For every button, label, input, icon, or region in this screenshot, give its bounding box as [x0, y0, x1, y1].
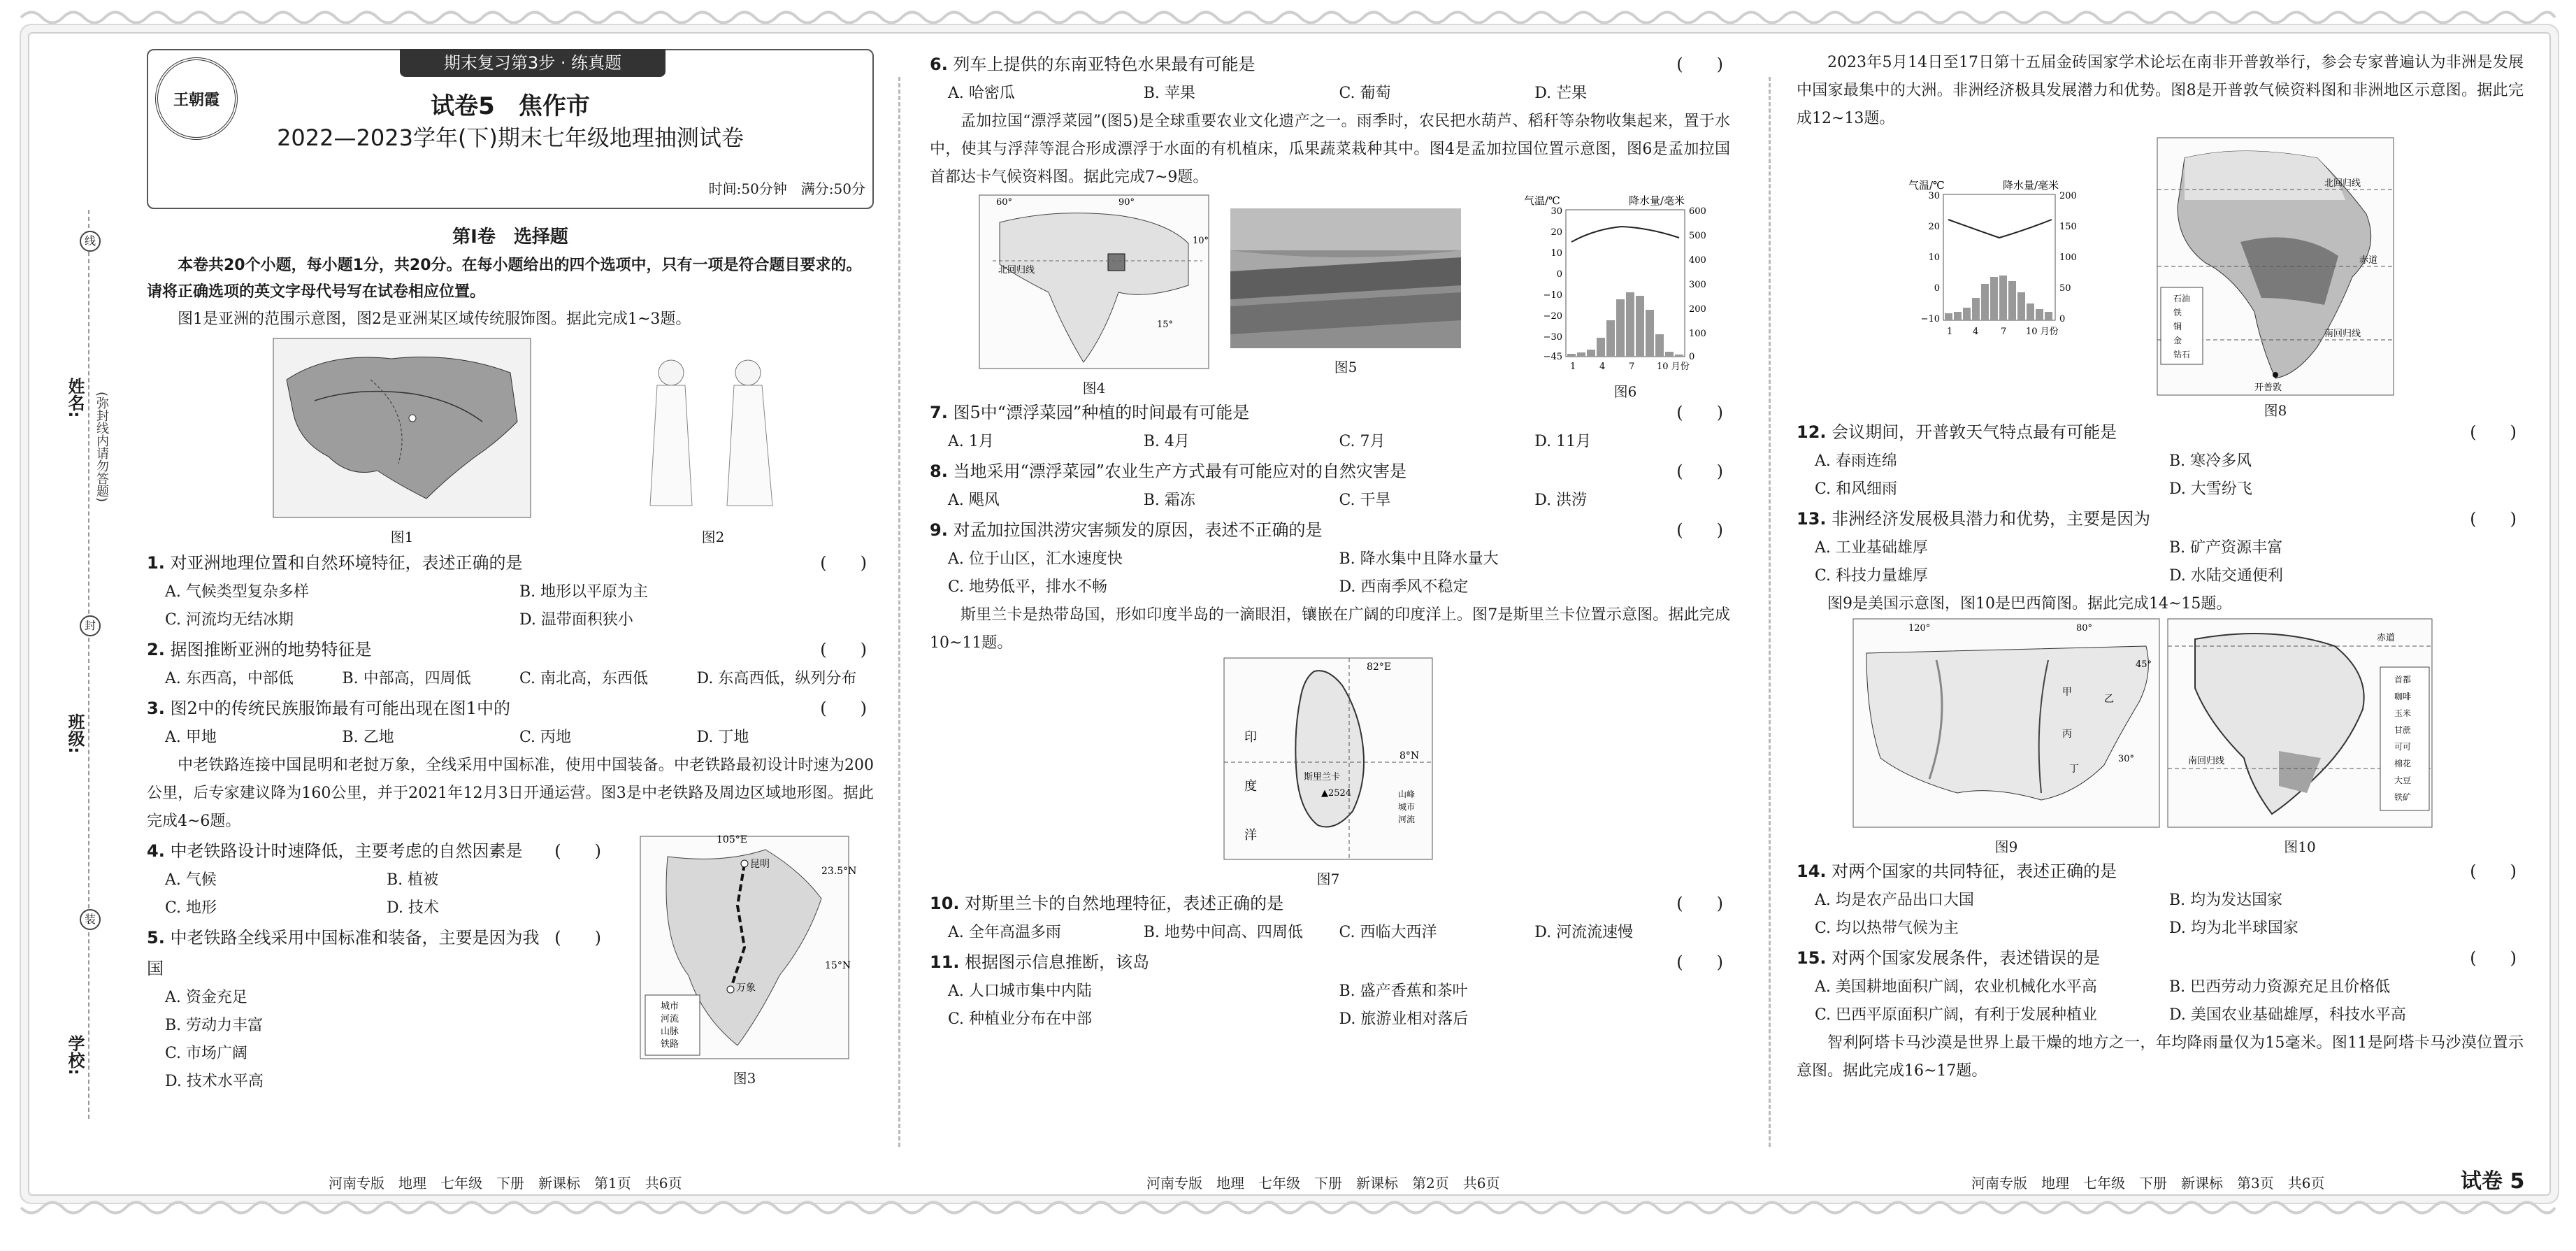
fig3-legend-city: 城市 [661, 1001, 679, 1012]
school-label: 学校: [65, 1035, 85, 1075]
figure-7-wrap [930, 657, 1730, 888]
option[interactable]: D. 均为北半球国家 [2169, 920, 2298, 937]
question-number: 10. [930, 894, 960, 913]
intro-12-13: 2023年5月14日至17日第十五届金砖国家学术论坛在南非开普敦举行，参会专家普遍认为非洲是发展中国家最集中的大洲。非洲经济极具发展潜力和优势。图8是开普敦气候资料图和非洲地区示意图。据此完成12~13题。 [1797, 54, 2524, 127]
figure-4 [979, 194, 1209, 397]
fig7-lon: 82°E [1367, 662, 1392, 673]
decorative-wave-top [21, 7, 2555, 28]
fig8-legend: 金 [2173, 336, 2182, 345]
option[interactable]: A. 工业基础雄厚 [1815, 539, 1928, 557]
figure-5 [1230, 208, 1461, 376]
answer-blank[interactable]: ( ) [2470, 948, 2517, 968]
fig8-bars [1945, 276, 2052, 320]
fig7-legend-peak: 山峰 [1398, 789, 1416, 799]
answer-blank[interactable]: ( ) [554, 928, 601, 948]
china-laos-railway-map [640, 834, 857, 1059]
fig3-legend-river: 河流 [661, 1014, 679, 1024]
floating-garden-photo [1230, 208, 1461, 348]
option[interactable]: B. 植被 [387, 871, 439, 889]
page-footer-2: 河南专版 地理 七年级 下册 新课标 第2页 共6页 [1146, 1175, 1500, 1192]
question-number: 12. [1797, 422, 1827, 442]
options-2 [147, 665, 874, 693]
question-text: 非洲经济发展极具潜力和优势，主要是因为 [1832, 509, 2151, 529]
option[interactable]: D. 大雪纷飞 [2169, 480, 2252, 498]
question-text: 对孟加拉国洪涝灾害频发的原因，表述不正确的是 [953, 520, 1323, 540]
options-9 [930, 545, 1730, 601]
question-2 [147, 634, 874, 665]
fig10-legend: 铁矿 [2394, 792, 2412, 802]
question-number: 11. [930, 952, 960, 972]
question-13 [1797, 503, 2524, 534]
option[interactable]: C. 和风细雨 [1815, 480, 1898, 498]
exam-subtitle: 2022—2023学年(下)期末七年级地理抽测试卷 [277, 124, 744, 151]
option[interactable]: B. 中部高，四周低 [342, 670, 471, 687]
fig7-ocean-1: 印 [1244, 730, 1257, 745]
figure-3 [640, 834, 857, 1087]
usa-map [1852, 618, 2160, 828]
figures-9-10 [1797, 618, 2524, 856]
figure-2 [629, 359, 797, 546]
option[interactable]: A. 全年高温多雨 [948, 924, 1061, 941]
question-8 [930, 456, 1730, 487]
figures-4-6 [930, 194, 1730, 400]
fig8-legend: 铁 [2173, 308, 2182, 317]
column-divider [1769, 77, 1771, 1147]
fig8-lt: 20 [1928, 222, 1940, 232]
option[interactable]: B. 乙地 [342, 729, 394, 746]
figure-7 [1223, 657, 1433, 888]
options-13 [1797, 534, 2524, 590]
option[interactable]: A. 资金充足 [165, 989, 247, 1006]
fig6-left-title: 气温/℃ [1524, 194, 1560, 207]
fig4-lat1: 10° [1193, 236, 1209, 246]
option[interactable]: A. 东西高，中部低 [165, 670, 294, 687]
answer-blank[interactable]: ( ) [1676, 55, 1723, 74]
fig8-equator: 赤道 [2359, 255, 2378, 266]
fig3-lat2-label: 15°N [825, 960, 851, 971]
fig8-rt: 50 [2059, 283, 2071, 294]
question-number: 2. [147, 640, 165, 659]
question-text: 图5中“漂浮菜园”种植的时间最有可能是 [953, 403, 1250, 422]
question-text: 当地采用“漂浮菜园”农业生产方式最有可能应对的自然灾害是 [953, 462, 1407, 481]
option[interactable]: C. 南北高，东西低 [519, 670, 649, 687]
option[interactable]: D. 水陆交通便利 [2169, 567, 2283, 585]
answer-blank[interactable]: ( ) [820, 553, 867, 573]
fig6-rt: 500 [1689, 231, 1706, 241]
question-text: 列车上提供的东南亚特色水果最有可能是 [953, 55, 1255, 74]
fig7-country: 斯里兰卡 [1304, 772, 1341, 782]
question-1 [147, 548, 874, 578]
figure-1 [273, 338, 531, 546]
question-text: 对两个国家发展条件，表述错误的是 [1832, 948, 2101, 968]
fig3-city-vientiane: 万象 [736, 982, 756, 994]
seal-mark-seal: 封 [80, 615, 101, 636]
fig8-xt: 7 [2001, 327, 2007, 337]
option[interactable]: D. 技术水平高 [165, 1073, 264, 1090]
option[interactable]: C. 干旱 [1339, 492, 1391, 509]
answer-blank[interactable]: ( ) [554, 841, 601, 861]
fig3-lon-label: 105°E [717, 834, 747, 845]
option[interactable]: A. 均是农产品出口大国 [1815, 892, 1974, 909]
class-label: 班级: [65, 713, 85, 754]
option[interactable]: B. 苹果 [1143, 85, 1195, 102]
question-number: 4. [147, 841, 165, 861]
fig6-xt: 4 [1599, 362, 1606, 372]
question-number: 6. [930, 55, 948, 74]
fig6-rt: 400 [1689, 255, 1706, 266]
option[interactable]: C. 种植业分布在中部 [948, 1010, 1093, 1028]
question-7 [930, 397, 1730, 428]
figure-9 [1852, 618, 2160, 856]
option[interactable]: A. 飓风 [948, 492, 1000, 509]
options-6 [930, 80, 1730, 108]
decorative-wave-bottom [21, 1197, 2555, 1218]
figure-10-caption: 图10 [2284, 838, 2316, 855]
fig8-rt: 0 [2059, 314, 2066, 324]
figures-1-2 [147, 338, 874, 548]
fig10-legend: 咖啡 [2394, 692, 2412, 701]
figure-10 [2167, 618, 2433, 856]
options-3 [147, 724, 874, 752]
question-text: 会议期间，开普敦天气特点最有可能是 [1832, 422, 2117, 442]
question-number: 7. [930, 403, 948, 422]
option[interactable]: C. 市场广阔 [165, 1045, 248, 1062]
fig9-lon1: 120° [1908, 623, 1931, 634]
fig4-lon1: 60° [996, 197, 1013, 208]
fig6-rt: 600 [1689, 206, 1706, 217]
question-9 [930, 515, 1730, 545]
fig8-xt: 4 [1973, 327, 1979, 337]
intro-10-11: 斯里兰卡是热带岛国，形如印度半岛的一滴眼泪，镶嵌在广阔的印度洋上。图7是斯里兰卡位置示意图。据此完成10~11题。 [930, 606, 1730, 652]
figure-6 [1524, 194, 1727, 401]
fig8-right-title: 降水量/毫米 [2002, 179, 2059, 192]
fig8-xt: 1 [1947, 327, 1953, 337]
figure-8-map [2157, 137, 2394, 420]
question-11 [930, 947, 1730, 978]
option[interactable]: C. 科技力量雄厚 [1815, 567, 1929, 585]
answer-blank[interactable]: ( ) [1676, 403, 1723, 422]
options-15 [1797, 973, 2524, 1029]
option[interactable]: C. 均以热带气候为主 [1815, 920, 1959, 937]
option[interactable]: D. 洪涝 [1534, 492, 1588, 509]
question-number: 13. [1797, 509, 1827, 529]
intro-14-15: 图9是美国示意图，图10是巴西简图。据此完成14~15题。 [1827, 595, 2232, 613]
fig8-rt: 100 [2059, 252, 2077, 263]
figure-8-caption: 图8 [2264, 402, 2287, 419]
fig8-lt: 0 [1934, 283, 1940, 294]
option[interactable]: B. 霜冻 [1143, 492, 1195, 509]
option[interactable]: D. 美国农业基础雄厚，科技水平高 [2169, 1006, 2406, 1024]
figure-9-caption: 图9 [1994, 838, 2018, 855]
fig10-legend: 大豆 [2394, 775, 2412, 785]
column-3 [1797, 49, 2524, 1140]
fig9-mark: 丙 [2062, 729, 2072, 740]
question-number: 1. [147, 553, 165, 573]
option[interactable]: B. 4月 [1143, 433, 1190, 450]
sri-lanka-map [1223, 657, 1433, 860]
option[interactable]: B. 降水集中且降水量大 [1339, 550, 1499, 568]
question-number: 3. [147, 699, 165, 718]
option[interactable]: A. 美国耕地面积广阔，农业机械化水平高 [1815, 978, 2097, 996]
option[interactable]: C. 地形 [165, 899, 217, 917]
question-5 [147, 922, 608, 984]
question-4 [147, 836, 608, 866]
fig4-lon2: 90° [1118, 197, 1135, 208]
option[interactable]: B. 寒冷多风 [2169, 452, 2252, 470]
option[interactable]: C. 丙地 [519, 729, 572, 746]
fig6-rt: 0 [1689, 352, 1695, 362]
question-12 [1797, 417, 2524, 448]
figure-8-wrap [1797, 137, 2524, 417]
fig6-rt: 300 [1689, 280, 1706, 290]
intro-16-17: 智利阿塔卡马沙漠是世界上最干燥的地方之一，年均降雨量仅为15毫米。图11是阿塔卡马沙漠位置示意图。据此完成16~17题。 [1797, 1034, 2524, 1080]
fig10-tropic: 南回归线 [2188, 756, 2225, 766]
instructions: 本卷共20个小题，每小题1分，共20分。在每小题给出的四个选项中，只有一项是符合题目要求的。请将正确选项的英文字母代号写在试卷相应位置。 [147, 257, 862, 301]
fig8-legend: 钻石 [2173, 350, 2191, 359]
answer-blank[interactable]: ( ) [1676, 952, 1723, 972]
option[interactable]: A. 甲地 [165, 729, 217, 746]
question-10 [930, 888, 1730, 919]
fig10-legend: 首都 [2394, 675, 2412, 685]
fig8-city: 开普敦 [2254, 383, 2282, 393]
question-text: 中老铁路全线采用中国标准和装备，主要是因为我国 [147, 928, 540, 978]
fig6-bars [1567, 292, 1683, 357]
fig6-lt: −20 [1543, 311, 1562, 322]
question-text: 中老铁路设计时速降低，主要考虑的自然因素是 [170, 841, 523, 861]
seal-note: (弥封线内请勿答题) [92, 392, 110, 502]
options-4 [147, 866, 608, 922]
figure-1-caption: 图1 [390, 529, 414, 545]
option[interactable]: D. 11月 [1534, 433, 1592, 450]
fig6-lt: 0 [1556, 269, 1562, 280]
question-14 [1797, 856, 2524, 887]
fig4-tropic: 北回归线 [998, 265, 1035, 276]
fig3-legend-railway: 铁路 [661, 1039, 679, 1050]
option[interactable]: A. 哈密瓜 [948, 85, 1015, 102]
column-divider [898, 77, 900, 1147]
fig10-legend: 棉花 [2394, 759, 2412, 769]
figure-3-caption: 图3 [733, 1070, 756, 1087]
fig7-peak: ▲2524 [1321, 788, 1352, 799]
bangladesh-location-map [979, 194, 1209, 369]
fig6-lt: 20 [1550, 227, 1562, 238]
dhaka-climate-chart [1524, 194, 1727, 373]
asia-map [273, 338, 531, 518]
fig9-mark: 乙 [2104, 694, 2114, 705]
fig7-legend-city: 城市 [1398, 802, 1416, 812]
question-number: 14. [1797, 862, 1827, 881]
answer-blank[interactable]: ( ) [1676, 894, 1723, 913]
africa-map [2157, 137, 2394, 396]
option[interactable]: D. 西南季风不稳定 [1339, 578, 1469, 596]
fig6-lt: −30 [1543, 332, 1562, 343]
exam-title: 试卷5 焦作市 [431, 92, 590, 120]
fig8-tropic-n: 北回归线 [2324, 178, 2361, 189]
options-12 [1797, 448, 2524, 503]
figure-2-caption: 图2 [701, 529, 725, 545]
option[interactable]: A. 气候类型复杂多样 [165, 583, 309, 601]
intro-1-3: 图1是亚洲的范围示意图，图2是亚洲某区域传统服饰图。据此完成1~3题。 [178, 310, 691, 328]
options-7 [930, 428, 1730, 456]
fig6-lt: 30 [1550, 206, 1562, 217]
option[interactable]: D. 芒果 [1534, 85, 1588, 102]
option[interactable]: A. 1月 [948, 433, 994, 450]
seal-line [88, 210, 89, 1119]
option[interactable]: C. 河流均无结冰期 [165, 611, 294, 629]
figure-6-caption: 图6 [1613, 383, 1637, 400]
fig3-legend-mountain: 山脉 [661, 1027, 679, 1037]
option[interactable]: D. 技术 [387, 899, 439, 917]
option[interactable]: D. 旅游业相对落后 [1339, 1010, 1469, 1028]
fig10-legend: 玉米 [2394, 708, 2412, 718]
question-number: 9. [930, 520, 948, 540]
fig8-rt: 200 [2059, 191, 2077, 201]
option[interactable]: C. 葡萄 [1339, 85, 1391, 102]
fig8-rt: 150 [2059, 222, 2077, 232]
figure-8-chart [1908, 179, 2097, 343]
seal-mark-line: 线 [80, 231, 101, 252]
fig7-ocean-3: 洋 [1244, 828, 1257, 843]
fig9-lat2: 30° [2118, 754, 2135, 764]
fig6-xt: 1 [1570, 362, 1576, 372]
fig8-xt: 10 月份 [2026, 327, 2059, 337]
exam-header [147, 49, 874, 209]
answer-blank[interactable]: ( ) [2470, 862, 2517, 881]
option[interactable]: B. 均为发达国家 [2169, 892, 2283, 909]
column-1 [147, 49, 874, 1140]
fig4-lat2: 15° [1157, 320, 1174, 330]
fig6-xt: 10 月份 [1657, 362, 1690, 372]
options-14 [1797, 887, 2524, 943]
option[interactable]: A. 气候 [165, 871, 217, 889]
fig7-legend-river: 河流 [1398, 815, 1416, 824]
question-text: 根据图示信息推断，该岛 [965, 952, 1150, 972]
fig7-ocean-2: 度 [1244, 779, 1257, 794]
option[interactable]: C. 地势低平，排水不畅 [948, 578, 1108, 596]
fig8-left-title: 气温/℃ [1908, 179, 1945, 192]
fig8-lt: 30 [1928, 191, 1940, 201]
question-6 [930, 49, 1730, 80]
logo-text: 王朝霞 [173, 90, 220, 109]
figure-7-caption: 图7 [1316, 871, 1340, 887]
fig6-rt: 200 [1689, 304, 1706, 315]
option[interactable]: A. 春雨连绵 [1815, 452, 1897, 470]
q4-q5-block [147, 834, 874, 1090]
option[interactable]: D. 河流流速慢 [1534, 924, 1634, 941]
option[interactable]: B. 矿产资源丰富 [2169, 539, 2283, 557]
seal-mark-bind: 装 [80, 909, 101, 930]
option[interactable]: B. 巴西劳动力资源充足且价格低 [2169, 978, 2391, 996]
name-label: 姓名: [65, 378, 85, 418]
options-1 [147, 578, 874, 634]
option[interactable]: D. 温带面积狭小 [519, 611, 633, 629]
question-text: 对两个国家的共同特征，表述正确的是 [1832, 862, 2117, 881]
question-number: 5. [147, 928, 165, 948]
option[interactable]: A. 位于山区，汇水速度快 [948, 550, 1123, 568]
page-footer-3: 河南专版 地理 七年级 下册 新课标 第3页 共6页 [1971, 1175, 2325, 1192]
question-15 [1797, 943, 2524, 973]
question-text: 图2中的传统民族服饰最有可能出现在图1中的 [170, 699, 511, 718]
answer-blank[interactable]: ( ) [820, 640, 867, 659]
fig6-rt: 100 [1689, 329, 1706, 339]
question-number: 8. [930, 462, 948, 481]
cape-town-climate-chart [1908, 179, 2097, 340]
fig8-tropic-s: 南回归线 [2324, 329, 2361, 339]
options-8 [930, 487, 1730, 515]
binding-strip [42, 210, 126, 1119]
fig8-legend: 石油 [2173, 294, 2191, 303]
fig10-legend: 可可 [2394, 742, 2412, 752]
fig9-mark: 甲 [2062, 687, 2072, 698]
option[interactable]: C. 巴西平原面积广阔，有利于发展种植业 [1815, 1006, 2098, 1024]
fig9-mark: 丁 [2069, 764, 2079, 775]
brazil-map [2167, 618, 2433, 828]
fig6-lt: −10 [1543, 290, 1562, 301]
figure-5-caption: 图5 [1334, 359, 1358, 376]
step-badge: 期末复习第3步 · 练真题 [400, 49, 665, 77]
fig6-lt: 10 [1550, 248, 1562, 259]
column-2 [930, 49, 1730, 1140]
fig8-lt: −10 [1920, 314, 1940, 324]
traditional-costume-image [629, 359, 797, 518]
option[interactable]: B. 劳动力丰富 [165, 1017, 264, 1034]
section-title: 第Ⅰ卷 选择题 [452, 227, 568, 248]
fig3-lat1-label: 23.5°N [821, 866, 857, 877]
answer-blank[interactable]: ( ) [2470, 422, 2517, 442]
options-11 [930, 978, 1730, 1034]
fig9-lon2: 80° [2076, 623, 2093, 634]
option[interactable]: A. 人口城市集中内陆 [948, 982, 1092, 1000]
option[interactable]: D. 东高西低，纵列分布 [696, 670, 857, 687]
answer-blank[interactable]: ( ) [820, 699, 867, 718]
option[interactable]: B. 地势中间高、四周低 [1143, 924, 1303, 941]
fig8-lt: 10 [1928, 252, 1940, 263]
option[interactable]: B. 地形以平原为主 [519, 583, 649, 601]
fig9-lat1: 45° [2136, 659, 2152, 670]
options-10 [930, 919, 1730, 947]
option[interactable]: C. 7月 [1339, 433, 1386, 450]
question-number: 15. [1797, 948, 1827, 968]
answer-blank[interactable]: ( ) [2470, 509, 2517, 529]
question-text: 对斯里兰卡的自然地理特征，表述正确的是 [965, 894, 1284, 913]
fig7-lat: 8°N [1399, 750, 1420, 762]
fig3-city-kunming: 昆明 [750, 859, 770, 870]
option[interactable]: B. 盛产香蕉和茶叶 [1339, 982, 1468, 1000]
paper-number-badge: 试卷 5 [2461, 1169, 2525, 1194]
answer-blank[interactable]: ( ) [1676, 462, 1723, 481]
fig6-right-title: 降水量/毫米 [1628, 194, 1685, 207]
option[interactable]: D. 丁地 [696, 729, 749, 746]
page-footer-1: 河南专版 地理 七年级 下册 新课标 第1页 共6页 [329, 1175, 682, 1192]
question-3 [147, 693, 874, 724]
intro-4-6: 中老铁路连接中国昆明和老挝万象，全线采用中国标准，使用中国装备。中老铁路最初设计时速为200公里，后专家建议降为160公里，并于2021年12月3日开通运营。图3是中老铁路及周边区域地形图。据此完成4~6题。 [147, 757, 874, 830]
intro-7-9: 孟加拉国“漂浮菜园”(图5)是全球重要农业文化遗产之一。雨季时，农民把水葫芦、稻秆等杂物收集起来，置于水中，使其与浮萍等混合形成漂浮于水面的有机植床，瓜果蔬菜栽种其中。图4是孟加拉国位置示意图，图6是孟加拉国首都达卡气候资料图。据此完成7~9题。 [930, 113, 1730, 186]
answer-blank[interactable]: ( ) [1676, 520, 1723, 540]
fig6-lt: −45 [1543, 352, 1562, 362]
fig8-legend: 铜 [2173, 322, 2182, 331]
figure-4-caption: 图4 [1082, 380, 1106, 396]
question-text: 据图推断亚洲的地势特征是 [170, 640, 372, 659]
fig10-equator: 赤道 [2377, 633, 2396, 643]
question-text: 对亚洲地理位置和自然环境特征，表述正确的是 [170, 553, 523, 573]
q4-q5-text [147, 836, 608, 1096]
exam-meta: 时间:50分钟 满分:50分 [708, 180, 865, 197]
option[interactable]: C. 西临大西洋 [1339, 924, 1437, 941]
fig10-legend: 甘蔗 [2394, 725, 2412, 735]
fig6-xt: 7 [1629, 362, 1635, 372]
options-5 [147, 984, 608, 1096]
